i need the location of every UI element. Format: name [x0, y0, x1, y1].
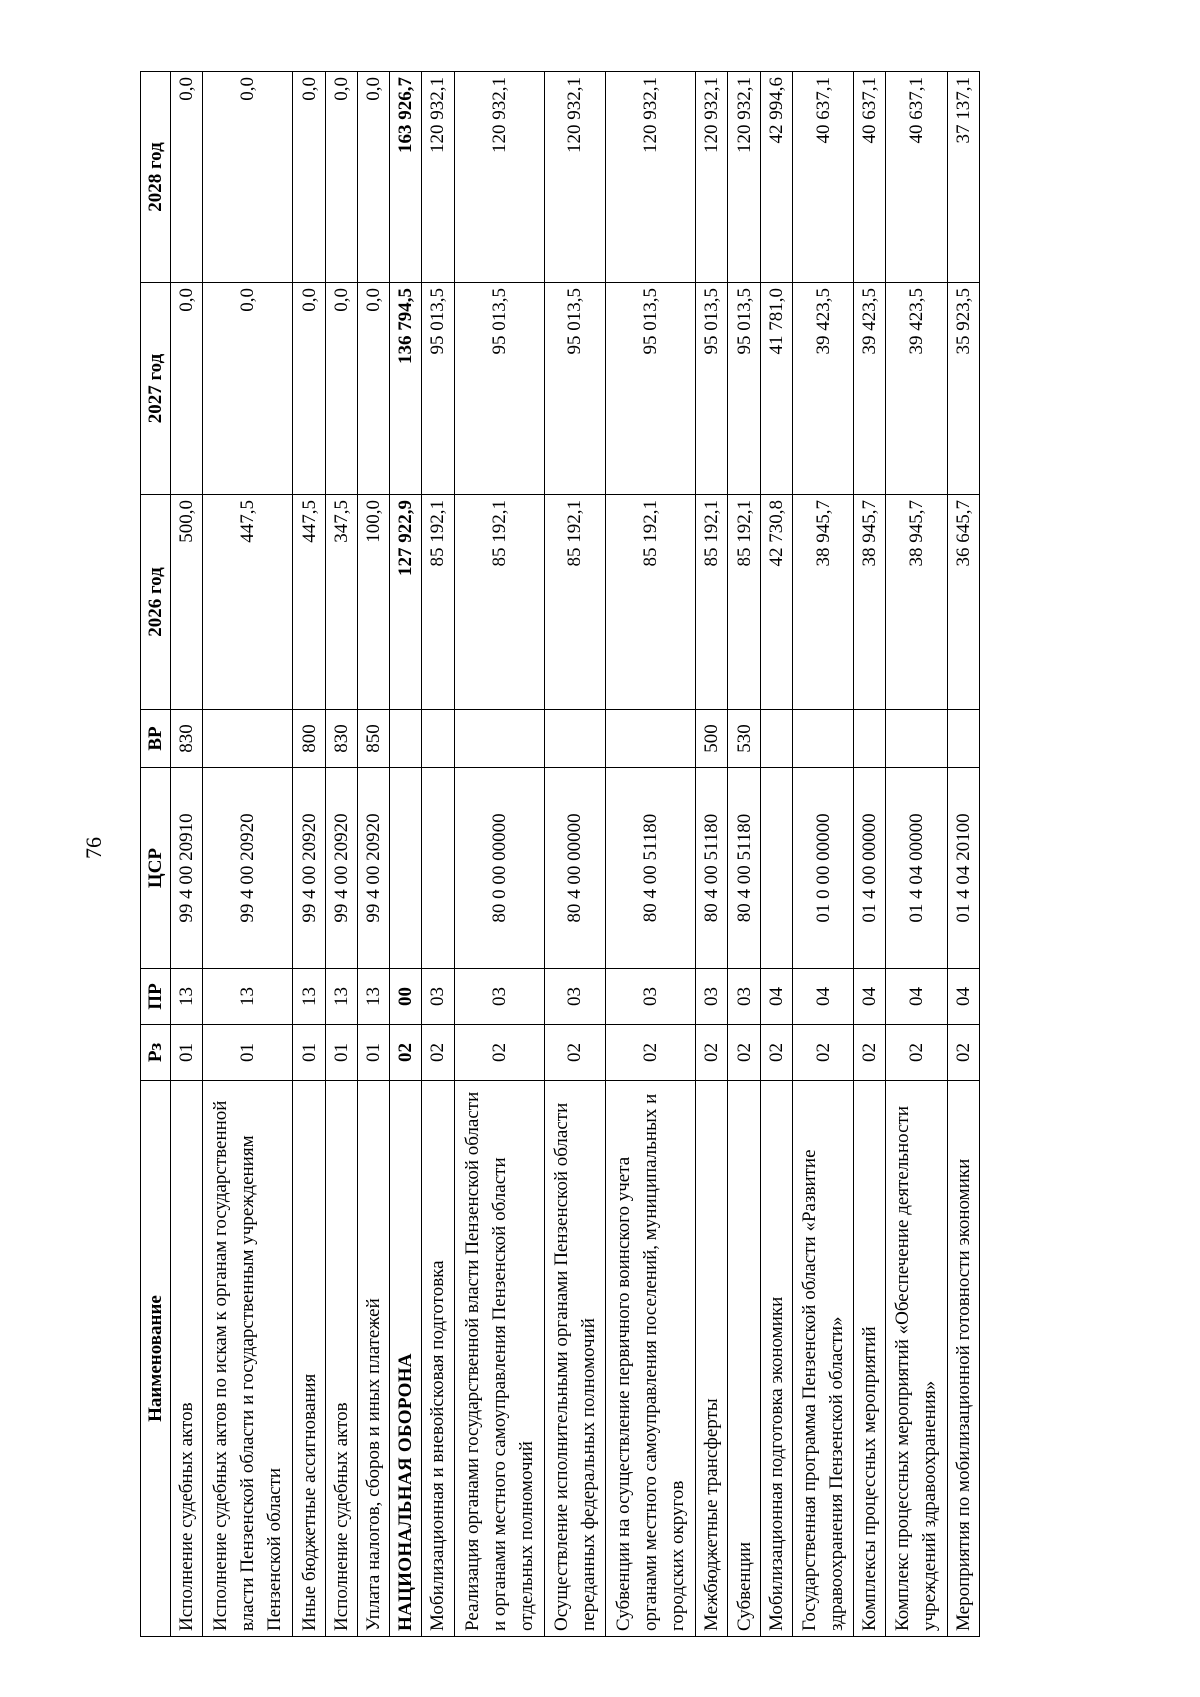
cell-csr: 80 4 00 51180: [728, 768, 760, 969]
table-row: [792, 72, 853, 1637]
cell-2026: 500,0: [171, 495, 203, 710]
cell-2026: 447,5: [203, 495, 293, 710]
cell-2028: 0,0: [325, 72, 357, 283]
cell-pr: 13: [203, 969, 293, 1025]
cell-name: Мероприятия по мобилизационной готовности экономики: [947, 1081, 979, 1637]
cell-2026: 100,0: [357, 495, 389, 710]
cell-name: Мобилизационная подготовка экономики: [760, 1081, 792, 1637]
cell-2027: 0,0: [357, 283, 389, 495]
cell-2026: 347,5: [325, 495, 357, 710]
cell-2026: 85 192,1: [728, 495, 760, 710]
table-row: [760, 72, 792, 1637]
cell-pr: 04: [886, 969, 947, 1025]
cell-2027: 136 794,5: [390, 283, 422, 495]
cell-vr: [203, 710, 293, 768]
cell-2028: 120 932,1: [696, 72, 728, 283]
cell-name: Мобилизационная и вневойсковая подготовка: [422, 1081, 454, 1637]
header-name: Наименование: [141, 1081, 171, 1637]
cell-2028: 120 932,1: [544, 72, 605, 283]
table-row: [886, 72, 947, 1637]
table-row: [728, 72, 760, 1637]
cell-2027: 39 423,5: [792, 283, 853, 495]
cell-pr: 03: [454, 969, 544, 1025]
cell-rz: 02: [422, 1025, 454, 1081]
cell-pr: 04: [854, 969, 886, 1025]
cell-csr: 01 4 04 00000: [886, 768, 947, 969]
table-row: [203, 72, 293, 1637]
cell-2027: 39 423,5: [854, 283, 886, 495]
header-2026: 2026 год: [141, 495, 171, 710]
cell-2028: 0,0: [203, 72, 293, 283]
table-row: [293, 72, 325, 1637]
header-2027: 2027 год: [141, 283, 171, 495]
cell-pr: 13: [293, 969, 325, 1025]
cell-2027: 0,0: [325, 283, 357, 495]
cell-2027: 0,0: [293, 283, 325, 495]
cell-vr: 500: [696, 710, 728, 768]
rotated-table-wrapper: [140, 72, 980, 1637]
cell-2026: 85 192,1: [454, 495, 544, 710]
cell-rz: 02: [696, 1025, 728, 1081]
cell-csr: [760, 768, 792, 969]
cell-2027: 95 013,5: [696, 283, 728, 495]
cell-vr: [760, 710, 792, 768]
cell-csr: [390, 768, 422, 969]
cell-pr: 03: [696, 969, 728, 1025]
cell-csr: 99 4 00 20920: [203, 768, 293, 969]
cell-2026: 38 945,7: [854, 495, 886, 710]
cell-name: Исполнение судебных актов по искам к органам государственной власти Пензенской области и государственным учреждениям Пензенской области: [203, 1081, 293, 1637]
header-csr: ЦСР: [141, 768, 171, 969]
cell-2028: 163 926,7: [390, 72, 422, 283]
cell-name: Исполнение судебных актов: [325, 1081, 357, 1637]
cell-name: Комплекс процессных мероприятий «Обеспечение деятельности учреждений здравоохранения»: [886, 1081, 947, 1637]
cell-rz: 01: [325, 1025, 357, 1081]
cell-2027: 35 923,5: [947, 283, 979, 495]
cell-rz: 01: [293, 1025, 325, 1081]
cell-name: Государственная программа Пензенской области «Развитие здравоохранения Пензенской области»: [792, 1081, 853, 1637]
cell-vr: 850: [357, 710, 389, 768]
cell-2026: 127 922,9: [390, 495, 422, 710]
cell-vr: [792, 710, 853, 768]
cell-2027: 95 013,5: [544, 283, 605, 495]
cell-2026: 42 730,8: [760, 495, 792, 710]
header-row: [141, 72, 171, 1637]
table-row: [454, 72, 544, 1637]
cell-csr: 01 4 04 20100: [947, 768, 979, 969]
cell-csr: 80 4 00 51180: [696, 768, 728, 969]
cell-rz: 01: [357, 1025, 389, 1081]
cell-rz: 01: [171, 1025, 203, 1081]
cell-csr: [422, 768, 454, 969]
cell-2028: 40 637,1: [854, 72, 886, 283]
cell-2026: 85 192,1: [544, 495, 605, 710]
cell-name: Субвенции: [728, 1081, 760, 1637]
cell-rz: 02: [390, 1025, 422, 1081]
cell-2028: 0,0: [357, 72, 389, 283]
cell-rz: 02: [760, 1025, 792, 1081]
cell-vr: [422, 710, 454, 768]
cell-2027: 0,0: [203, 283, 293, 495]
cell-vr: [454, 710, 544, 768]
cell-name: Иные бюджетные ассигнования: [293, 1081, 325, 1637]
cell-rz: 02: [728, 1025, 760, 1081]
cell-csr: 99 4 00 20920: [293, 768, 325, 969]
cell-csr: 01 4 00 00000: [854, 768, 886, 969]
cell-2027: 95 013,5: [606, 283, 696, 495]
cell-rz: 02: [947, 1025, 979, 1081]
table-header: [141, 72, 171, 1637]
cell-csr: 99 4 00 20920: [357, 768, 389, 969]
cell-name: Исполнение судебных актов: [171, 1081, 203, 1637]
cell-pr: 04: [947, 969, 979, 1025]
cell-csr: 80 4 00 00000: [544, 768, 605, 969]
cell-name: Осуществление исполнительными органами Пензенской области переданных федеральных полномочий: [544, 1081, 605, 1637]
cell-2028: 120 932,1: [422, 72, 454, 283]
table-row: [357, 72, 389, 1637]
cell-pr: 00: [390, 969, 422, 1025]
cell-rz: 01: [203, 1025, 293, 1081]
cell-2026: 36 645,7: [947, 495, 979, 710]
cell-pr: 13: [357, 969, 389, 1025]
cell-2027: 0,0: [171, 283, 203, 495]
table-row: [422, 72, 454, 1637]
table-body: [171, 72, 980, 1637]
cell-2026: 85 192,1: [606, 495, 696, 710]
cell-vr: 530: [728, 710, 760, 768]
cell-2028: 120 932,1: [454, 72, 544, 283]
cell-rz: 02: [792, 1025, 853, 1081]
header-vr: ВР: [141, 710, 171, 768]
cell-rz: 02: [454, 1025, 544, 1081]
cell-rz: 02: [544, 1025, 605, 1081]
cell-csr: 99 4 00 20910: [171, 768, 203, 969]
table-row: [325, 72, 357, 1637]
cell-2026: 85 192,1: [696, 495, 728, 710]
table-row: [171, 72, 203, 1637]
cell-vr: 830: [171, 710, 203, 768]
cell-2027: 39 423,5: [886, 283, 947, 495]
cell-2028: 0,0: [293, 72, 325, 283]
cell-name: НАЦИОНАЛЬНАЯ ОБОРОНА: [390, 1081, 422, 1637]
table-row: [606, 72, 696, 1637]
cell-2028: 42 994,6: [760, 72, 792, 283]
cell-rz: 02: [886, 1025, 947, 1081]
cell-2028: 120 932,1: [606, 72, 696, 283]
cell-name: Реализация органами государственной власти Пензенской области и органами местного самоуправления Пензенской области отдельных полномочий: [454, 1081, 544, 1637]
cell-2026: 38 945,7: [792, 495, 853, 710]
cell-pr: 03: [728, 969, 760, 1025]
cell-2026: 38 945,7: [886, 495, 947, 710]
cell-name: Уплата налогов, сборов и иных платежей: [357, 1081, 389, 1637]
table-row: [696, 72, 728, 1637]
cell-rz: 02: [854, 1025, 886, 1081]
cell-vr: [886, 710, 947, 768]
table-row: [854, 72, 886, 1637]
cell-vr: [390, 710, 422, 768]
cell-vr: 830: [325, 710, 357, 768]
header-2028: 2028 год: [141, 72, 171, 283]
cell-2028: 40 637,1: [886, 72, 947, 283]
cell-vr: [854, 710, 886, 768]
cell-pr: 13: [325, 969, 357, 1025]
cell-name: Субвенции на осуществление первичного воинского учета органами местного самоуправления поселений, муниципальных и городских округов: [606, 1081, 696, 1637]
cell-pr: 03: [422, 969, 454, 1025]
cell-2028: 37 137,1: [947, 72, 979, 283]
cell-pr: 04: [760, 969, 792, 1025]
cell-vr: [544, 710, 605, 768]
budget-table: [140, 71, 980, 1637]
cell-pr: 04: [792, 969, 853, 1025]
cell-csr: 01 0 00 00000: [792, 768, 853, 969]
cell-csr: 80 0 00 00000: [454, 768, 544, 969]
cell-2028: 120 932,1: [728, 72, 760, 283]
cell-vr: 800: [293, 710, 325, 768]
cell-pr: 03: [544, 969, 605, 1025]
cell-2028: 40 637,1: [792, 72, 853, 283]
cell-name: Межбюджетные трансферты: [696, 1081, 728, 1637]
cell-2027: 95 013,5: [422, 283, 454, 495]
page-number: 76: [81, 837, 106, 859]
table-row: [390, 72, 422, 1637]
cell-pr: 03: [606, 969, 696, 1025]
cell-2027: 95 013,5: [454, 283, 544, 495]
header-rz: Рз: [141, 1025, 171, 1081]
cell-2027: 41 781,0: [760, 283, 792, 495]
cell-vr: [947, 710, 979, 768]
cell-name: Комплексы процессных мероприятий: [854, 1081, 886, 1637]
cell-rz: 02: [606, 1025, 696, 1081]
cell-2026: 447,5: [293, 495, 325, 710]
table-row: [947, 72, 979, 1637]
cell-2028: 0,0: [171, 72, 203, 283]
cell-csr: 80 4 00 51180: [606, 768, 696, 969]
cell-pr: 13: [171, 969, 203, 1025]
table-row: [544, 72, 605, 1637]
cell-2026: 85 192,1: [422, 495, 454, 710]
cell-csr: 99 4 00 20920: [325, 768, 357, 969]
cell-2027: 95 013,5: [728, 283, 760, 495]
cell-vr: [606, 710, 696, 768]
header-pr: ПР: [141, 969, 171, 1025]
